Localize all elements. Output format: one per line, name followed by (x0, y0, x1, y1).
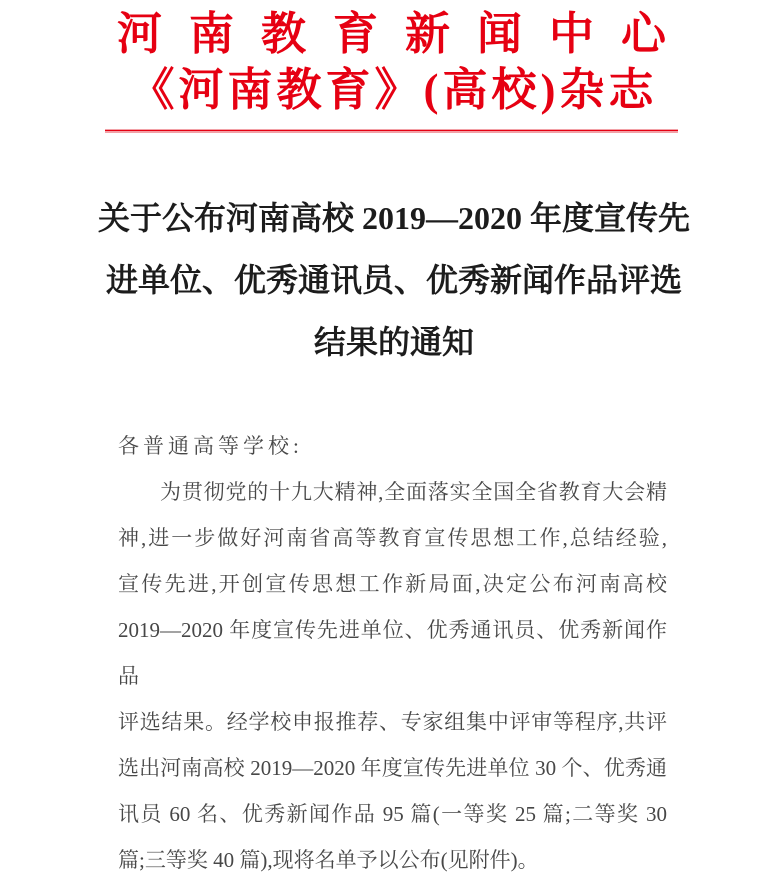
notice-body (118, 423, 667, 883)
body-line-3: 宣传先进,开创宣传思想工作新局面,决定公布河南高校 (118, 572, 667, 596)
notice-title-line1: 关于公布河南高校 2019—2020 年度宣传先 (97, 200, 690, 236)
org-name-line1: 河南教育新闻中心 (116, 9, 693, 59)
body-line-6: 选出河南高校 2019—2020 年度宣传先进单位 30 个、优秀通 (118, 756, 667, 780)
notice-title-line2: 进单位、优秀通讯员、优秀新闻作品评选 (105, 262, 682, 298)
letterhead-divider-rule (105, 129, 678, 133)
letterhead (0, 6, 783, 118)
body-line-2: 神,进一步做好河南省高等教育宣传思想工作,总结经验, (118, 526, 667, 550)
org-name-line2: 《河南教育》(高校)杂志 (129, 65, 658, 115)
notice-title-line3: 结果的通知 (313, 324, 474, 360)
body-line-8: 篇;三等奖 40 篇),现将名单予以公布(见附件)。 (118, 848, 539, 872)
salutation: 各普通高等学校: (118, 434, 303, 458)
notice-title (55, 187, 733, 373)
body-line-5: 评选结果。经学校申报推荐、专家组集中评审等程序,共评 (118, 710, 667, 734)
body-line-4: 2019—2020 年度宣传先进单位、优秀通讯员、优秀新闻作品 (118, 618, 667, 688)
body-line-1: 为贯彻党的十九大精神,全面落实全国全省教育大会精 (160, 480, 667, 504)
body-line-7: 讯员 60 名、优秀新闻作品 95 篇(一等奖 25 篇;二等奖 30 (118, 802, 667, 826)
body-paragraph (118, 469, 667, 883)
